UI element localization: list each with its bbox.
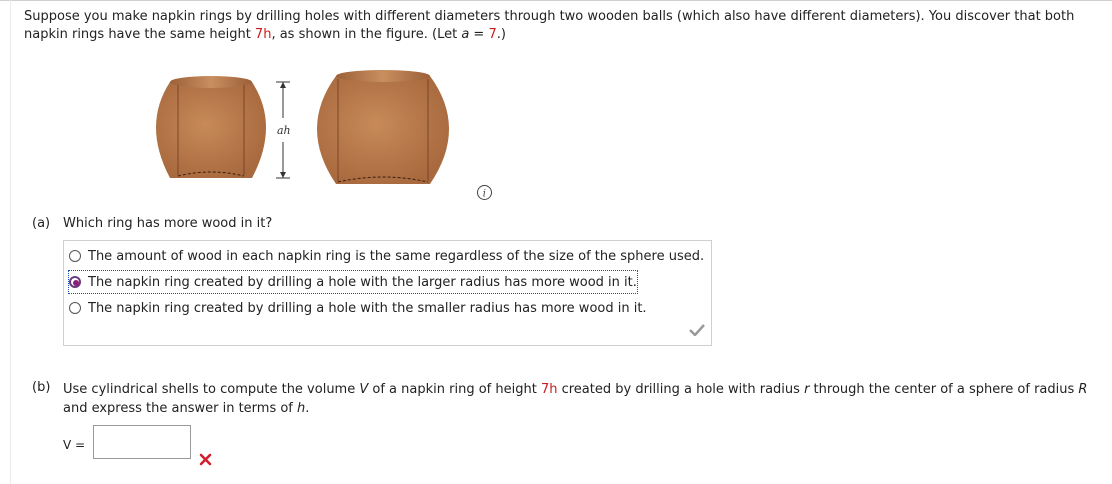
intro-text-2: , as shown in the figure. (Let	[271, 27, 462, 42]
let-equals: =	[469, 27, 489, 42]
option-smaller-radius[interactable]	[69, 297, 647, 319]
top-divider	[0, 0, 1112, 1]
radio-button[interactable]	[69, 302, 81, 314]
height-expression: 7h	[254, 27, 272, 42]
info-icon[interactable]	[476, 184, 493, 201]
answer-label: V =	[63, 438, 86, 452]
incorrect-x-icon	[199, 453, 212, 470]
var-r: r	[804, 382, 810, 397]
part-b-label: (b)	[32, 380, 51, 395]
radio-button[interactable]	[69, 250, 81, 262]
let-value: 7	[488, 27, 497, 42]
var-v: V	[359, 382, 369, 397]
height-expression: 7h	[540, 382, 558, 397]
q-text: and express the answer in terms of	[63, 401, 298, 416]
radio-button-selected[interactable]	[69, 276, 81, 288]
q-text: created by drilling a hole with radius	[557, 382, 805, 397]
left-divider	[10, 0, 11, 484]
part-a-options	[63, 240, 712, 346]
option-label: The napkin ring created by drilling a hole with the smaller radius has more wood in it.	[88, 300, 647, 316]
part-a-label: (a)	[32, 216, 51, 231]
svg-text:i: i	[482, 188, 487, 200]
q-text: through the center of a sphere of radius	[809, 382, 1079, 397]
small-ring-shape	[156, 76, 266, 178]
problem-intro	[24, 8, 1099, 44]
height-dimension	[276, 82, 291, 178]
part-b-question	[63, 380, 1103, 418]
part-a-question: Which ring has more wood in it?	[63, 216, 273, 231]
q-text: .	[305, 401, 310, 416]
correct-check-icon	[689, 324, 705, 340]
large-ring-shape	[317, 70, 449, 184]
var-h: h	[297, 401, 306, 416]
let-variable: a	[461, 27, 470, 42]
option-larger-radius[interactable]	[69, 271, 637, 293]
q-text: Use cylindrical shells to compute the volume	[63, 382, 360, 397]
var-R: R	[1078, 382, 1088, 397]
option-label: The amount of wood in each napkin ring is the same regardless of the size of the sphere used.	[88, 248, 705, 264]
option-label: The napkin ring created by drilling a hole with the larger radius has more wood in it.	[88, 274, 637, 290]
q-text: of a napkin ring of height	[368, 382, 541, 397]
dimension-label: ah	[277, 124, 291, 137]
napkin-ring-figure	[140, 60, 460, 195]
intro-text-3: .)	[496, 27, 506, 42]
intro-text: Suppose you make napkin rings by drilling holes with different diameters through two wooden balls (which also have different diameters). You discover that both napkin rings have the same height	[24, 9, 1075, 42]
volume-answer-input[interactable]	[93, 425, 191, 459]
option-same-wood[interactable]	[69, 245, 704, 267]
